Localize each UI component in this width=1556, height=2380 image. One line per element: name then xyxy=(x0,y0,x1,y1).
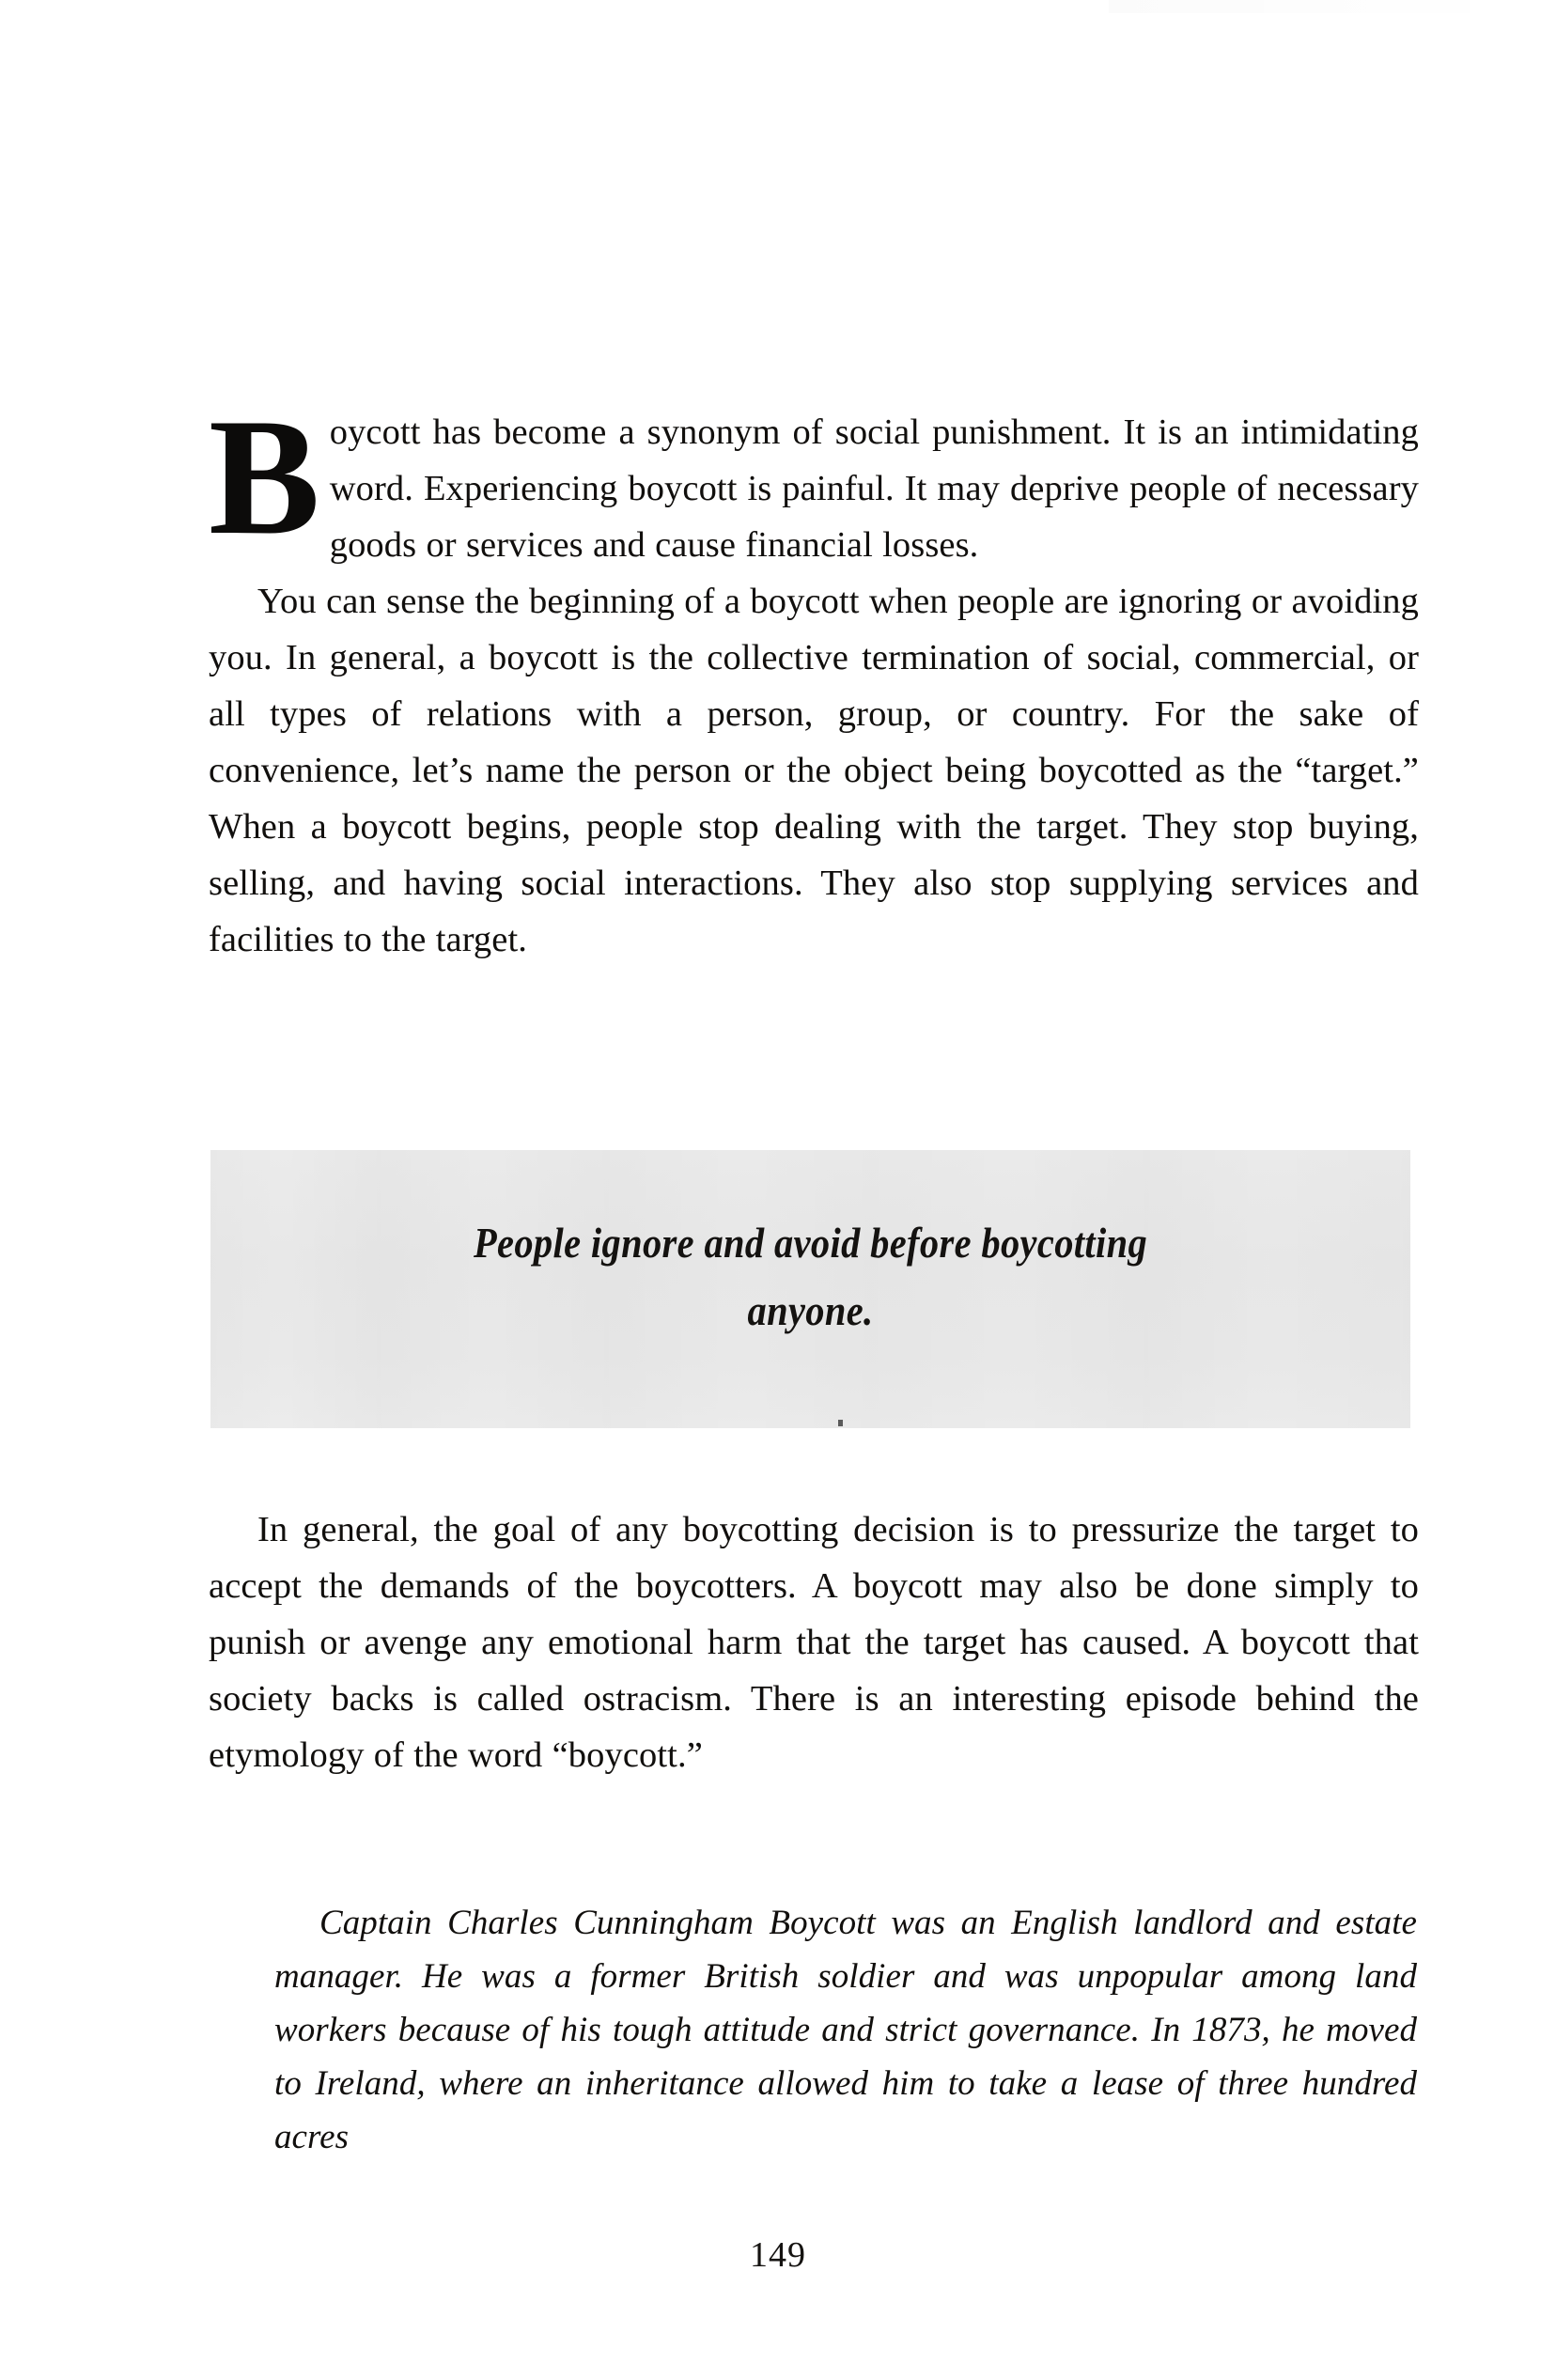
paragraph-second: You can sense the beginning of a boycott when people are ignoring or avoiding you. In general, a boycott is the collective termination of social, commercial, or all types of relations with a person, group, or country. For the sake of convenience, let’s name the person or the object being boycotted as the “target.” When a boycott begins, people stop dealing with the target. They stop buying, selling, and having social interactions. They also stop supplying services and facilities to the target. xyxy=(209,582,1419,959)
pull-quote-box xyxy=(210,1150,1410,1428)
paragraph-first-text: oycott has become a synonym of social punishment. It is an intimidating word. Experiencing boycott is painful. It may deprive people of necessary goods or services and cause financial losses. xyxy=(329,412,1419,565)
pull-quote-inner xyxy=(210,1209,1410,1369)
body-text-column xyxy=(209,383,1419,968)
block-quote-text: Captain Charles Cunningham Boycott was an English landlord and estate manager. He was a former British soldier and was unpopular among land workers because of his tough attitude and strict governance. In 1873, he moved to Ireland, where an inheritance allowed him to take a lease of three hundred acres xyxy=(274,1904,1417,2156)
body-text-column-lower xyxy=(209,1501,1419,1783)
drop-cap-letter: B xyxy=(209,383,319,569)
page-number: 149 xyxy=(750,2235,806,2275)
pull-quote-line-2: anyone. xyxy=(747,1286,874,1334)
paragraph-third: In general, the goal of any boycotting decision is to pressurize the target to accept the demands of the boycotters. A boycott may also be done simply to punish or avenge any emotional harm that the target has caused. A boycott that society backs is called ostracism. There is an interesting episode behind the etymology of the word “boycott.” xyxy=(209,1510,1419,1775)
block-quote xyxy=(274,1896,1417,2164)
pull-quote-line-1: People ignore and avoid before boycotting xyxy=(473,1219,1148,1267)
paragraph-first xyxy=(209,383,1419,573)
scan-artifact xyxy=(1109,0,1522,13)
scan-speck-artifact xyxy=(838,1420,843,1426)
